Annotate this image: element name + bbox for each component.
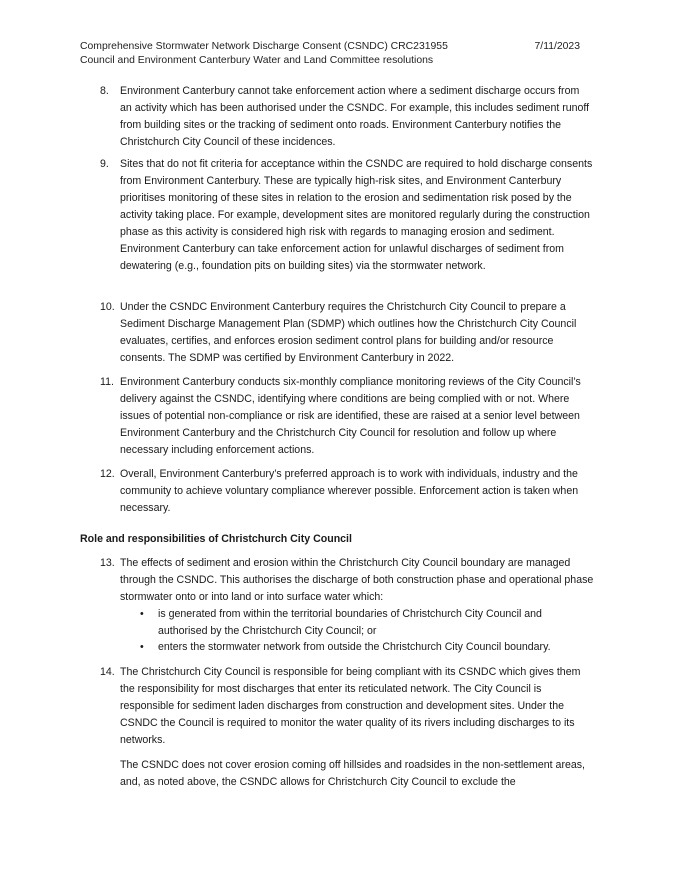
item-text: Overall, Environment Canterbury’s preferred approach is to work with individuals, industry and the community to achieve voluntary compliance wherever possible. Enforcement action is taken when necessary. bbox=[120, 468, 579, 514]
item-number: 8. bbox=[100, 85, 109, 97]
bullet-text: enters the stormwater network from outside the Christchurch City Council boundary. bbox=[158, 641, 551, 653]
item-number: 10. bbox=[100, 301, 115, 313]
item-text: Under the CSNDC Environment Canterbury requires the Christchurch City Council to prepare a Sediment Discharge Management Plan (SDMP) which outlines how the Christchurch City Council evaluates, certifies, and enforces erosion sediment control plans for building and/or resource consents. The SDMP was certified by Environment Canterbury in 2022. bbox=[120, 301, 577, 364]
list-item-11 bbox=[100, 374, 594, 459]
list-item-8 bbox=[100, 83, 594, 151]
bullet-symbol: • bbox=[140, 641, 144, 653]
item-text: Sites that do not fit criteria for acceptance within the CSNDC are required to hold discharge consents from Environment Canterbury. These are typically high-risk sites, and Environment Canterbury prioritises monitoring of these sites in relation to the erosion and sedimentation risk posed by the activity taking place. For example, development sites are monitored regularly during the construction phase as this activity is considered high risk with regards to managing erosion and sediment. Environment Canterbury can take enforcement action for unlawful discharges of sediment from dewatering (e.g., foundation pits on building sites) via the stormwater network. bbox=[120, 158, 593, 272]
bullet-list bbox=[140, 606, 590, 656]
item-text: Environment Canterbury cannot take enforcement action where a sediment discharge occurs from an activity which has been authorised under the CSNDC. For example, this includes sediment runoff from building sites or the tracking of sediment onto roads. Environment Canterbury notifies the Christchurch City Council of these incidences. bbox=[120, 85, 590, 148]
item-number: 12. bbox=[100, 468, 115, 480]
page-header bbox=[80, 40, 580, 68]
item-number: 14. bbox=[100, 666, 115, 678]
section-heading: Role and responsibilities of Christchurch City Council bbox=[80, 533, 352, 545]
item-text: The effects of sediment and erosion within the Christchurch City Council boundary are managed through the CSNDC. This authorises the discharge of both construction phase and operational phase stormwater onto or into land or into surface water which: bbox=[120, 557, 594, 603]
list-item-13 bbox=[100, 555, 594, 606]
bullet-item bbox=[140, 606, 590, 639]
header-title-line1: Comprehensive Stormwater Network Discharge Consent (CSNDC) CRC231955 bbox=[80, 41, 448, 52]
bullet-item bbox=[140, 639, 590, 656]
list-item-14 bbox=[100, 664, 594, 749]
list-item-9 bbox=[100, 156, 594, 275]
item-text: The Christchurch City Council is responsible for being compliant with its CSNDC which gives them the responsibility for most discharges that enter its reticulated network. The City Council is responsible for sediment laden discharges from construction and development sites. Under the CSNDC the Council is required to monitor the water quality of its rivers including discharges to its networks. bbox=[120, 666, 581, 746]
bullet-text: is generated from within the territorial boundaries of Christchurch City Council and authorised by the Christchurch City Council; or bbox=[158, 608, 542, 637]
item-number: 9. bbox=[100, 158, 109, 170]
list-item-12 bbox=[100, 466, 594, 517]
closing-paragraph: The CSNDC does not cover erosion coming off hillsides and roadsides in the non-settlement areas, and, as noted above, the CSNDC allows for Christchurch City Council to exclude the bbox=[120, 759, 585, 788]
item-number: 13. bbox=[100, 557, 115, 569]
list-item-10 bbox=[100, 299, 594, 367]
item-number: 11. bbox=[100, 376, 114, 388]
item-text: Environment Canterbury conducts six-monthly compliance monitoring reviews of the City Council’s delivery against the CSNDC, identifying where conditions are being complied with or not. Where issues of potential non-compliance or risk are identified, these are raised at a senior level between Environment Canterbury and the Christchurch City Council for resolution and follow up where necessary including enforcement actions. bbox=[120, 376, 581, 456]
bullet-symbol: • bbox=[140, 608, 144, 620]
header-title-line2: Council and Environment Canterbury Water and Land Committee resolutions bbox=[80, 55, 434, 66]
header-date: 7/11/2023 bbox=[534, 41, 580, 52]
